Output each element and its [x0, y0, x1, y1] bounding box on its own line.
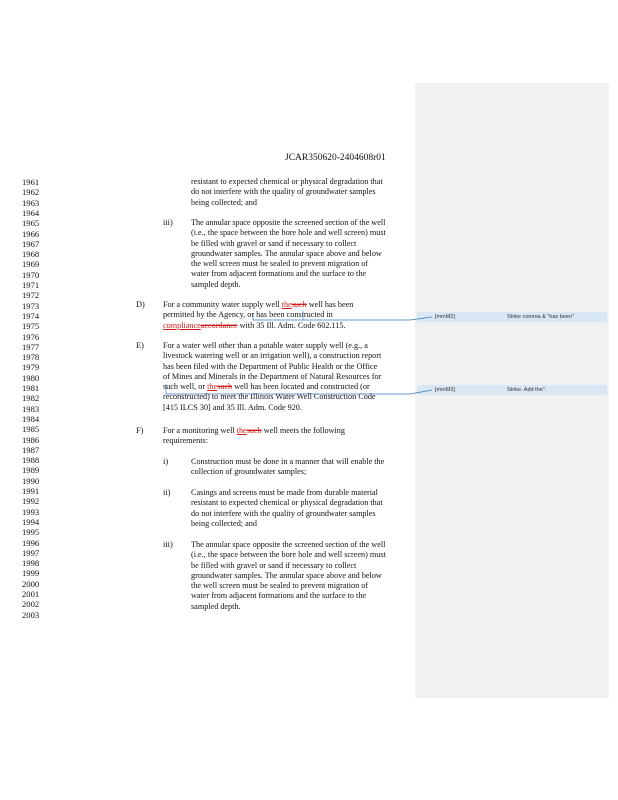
line-number: 1982 [22, 393, 40, 404]
section-label: F) [136, 426, 144, 435]
line-number: 1993 [22, 506, 40, 517]
line-number: 1974 [22, 310, 40, 321]
text-line: complianceaccordance with 35 Ill. Adm. Code 602.115. [163, 320, 346, 330]
text-line: being collected; and [191, 197, 257, 207]
deleted-text: such [291, 300, 307, 309]
line-number: 1979 [22, 362, 40, 373]
line-number: 2003 [22, 609, 40, 620]
text-line: resistant to expected chemical or physical degradation that [191, 498, 383, 508]
line-number: 1970 [22, 269, 40, 280]
deleted-text: such [246, 426, 262, 435]
line-number: 1969 [22, 259, 40, 270]
text-line: has been filed with the Department of Public Health or the Office [163, 361, 378, 371]
text-line: (i.e., the space between the bore hole and well screen) must [191, 228, 386, 238]
inserted-text: the [281, 300, 292, 309]
document-header: JCAR350620-2404608r01 [285, 153, 386, 163]
comment-leader-line [166, 390, 432, 394]
text-line: of Mines and Minerals in the Department of Natural Resources for [163, 371, 382, 381]
section-label: E) [136, 341, 144, 350]
line-number: 1971 [22, 280, 40, 290]
text-line: For a monitoring well thesuch well meets the following [163, 426, 345, 435]
line-number: 2001 [22, 589, 40, 599]
text-line: water from adjacent formations and the surface to the [191, 591, 367, 601]
line-number: 1998 [22, 558, 40, 569]
line-number: 1967 [22, 238, 40, 249]
line-number: 1999 [22, 568, 40, 579]
text-line: Casings and screens must be made from durable material [191, 488, 378, 497]
line-number: 1983 [22, 403, 40, 414]
line-number: 1986 [22, 434, 40, 445]
text-line: The annular space opposite the screened section of the well [191, 218, 386, 227]
line-number: 2000 [22, 578, 40, 589]
line-number: 1962 [22, 187, 40, 198]
line-number: 1984 [22, 413, 40, 424]
comment-text: Strike comma & "has been" [507, 314, 574, 320]
line-number: 1997 [22, 547, 40, 558]
text-line: be filled with gravel or sand if necessary to collect [191, 560, 357, 570]
line-number: 1995 [22, 527, 40, 538]
inserted-text: compliance [163, 320, 201, 330]
text-line: (i.e., the space between the bore hole and well screen) must [191, 550, 386, 560]
item-label: iii) [163, 218, 173, 227]
comment-text: Strike. Add the". [507, 387, 547, 393]
text-line: water from adjacent formations and the surface to the [191, 269, 367, 279]
line-number: 1991 [22, 486, 40, 496]
text-line: the well screen must be sealed to prevent migration of [191, 259, 369, 269]
text-line: do not interfere with the quality of groundwater samples [191, 187, 376, 197]
line-number: 1978 [22, 352, 40, 363]
line-number: 1972 [22, 290, 40, 301]
text-line: be filled with gravel or sand if necessary to collect [191, 238, 357, 248]
section-label: D) [136, 300, 145, 309]
line-number: 1989 [22, 465, 40, 476]
item-label: iii) [163, 540, 173, 549]
deleted-text: such [217, 382, 233, 392]
text-line: sampled depth. [191, 601, 241, 611]
line-number: 1987 [22, 444, 40, 455]
text-line: being collected; and [191, 518, 257, 528]
comment-leader-line [253, 313, 432, 320]
line-number: 1990 [22, 475, 40, 486]
text-line: resistant to expected chemical or physical degradation that [191, 177, 383, 186]
line-number: 1966 [22, 228, 40, 239]
line-number: 1965 [22, 218, 40, 229]
inserted-text: the [236, 426, 247, 435]
line-number: 1976 [22, 331, 40, 342]
text-line: sampled depth. [191, 279, 241, 289]
text-line: livestock watering well or an irrigation well), a construction report [163, 351, 382, 361]
text-line: the well screen must be sealed to prevent migration of [191, 581, 369, 591]
text-line: do not interfere with the quality of groundwater samples [191, 508, 376, 518]
line-number: 1973 [22, 300, 40, 311]
line-number: 2002 [22, 599, 40, 610]
line-number: 1977 [22, 341, 40, 352]
comment-author: [mmM3] [435, 387, 455, 393]
line-number: 1961 [22, 177, 40, 187]
line-number: 1964 [22, 207, 40, 218]
line-number: 1994 [22, 516, 40, 527]
text-line: For a community water supply well thesuch well has been [163, 300, 354, 309]
line-number: 1988 [22, 455, 40, 466]
line-number: 1981 [22, 383, 40, 393]
comment-author: [mmM2] [435, 314, 455, 320]
line-number: 1992 [22, 496, 40, 507]
text-line: groundwater samples. The annular space above and below [191, 248, 382, 258]
text-line: collection of groundwater samples; [191, 467, 307, 477]
line-number: 1980 [22, 372, 40, 383]
text-line: For a water well other than a potable water supply well (e.g., a [163, 341, 368, 350]
text-line: Construction must be done in a manner that will enable the [191, 457, 385, 466]
item-label: ii) [163, 488, 171, 497]
deleted-text: accordance [200, 320, 238, 330]
text-line: such well, or thesuch well has been located and constructed (or [163, 382, 370, 392]
line-number: 1963 [22, 197, 40, 208]
item-label: i) [163, 457, 169, 466]
text-line: permitted by the Agency, or has been constructed in [163, 310, 333, 320]
line-number: 1975 [22, 321, 40, 332]
text-line: [415 ILCS 30] and 35 Ill. Adm. Code 920. [163, 402, 302, 412]
line-number: 1996 [22, 537, 40, 548]
text-line: The annular space opposite the screened section of the well [191, 540, 386, 549]
text-line: reconstructed) to meet the Illinois Water Well Construction Code [163, 392, 376, 402]
line-number: 1968 [22, 249, 40, 260]
line-number: 1985 [22, 424, 40, 435]
text-line: requirements: [163, 436, 209, 446]
text-line: groundwater samples. The annular space above and below [191, 570, 382, 580]
inserted-text: the [207, 382, 218, 392]
